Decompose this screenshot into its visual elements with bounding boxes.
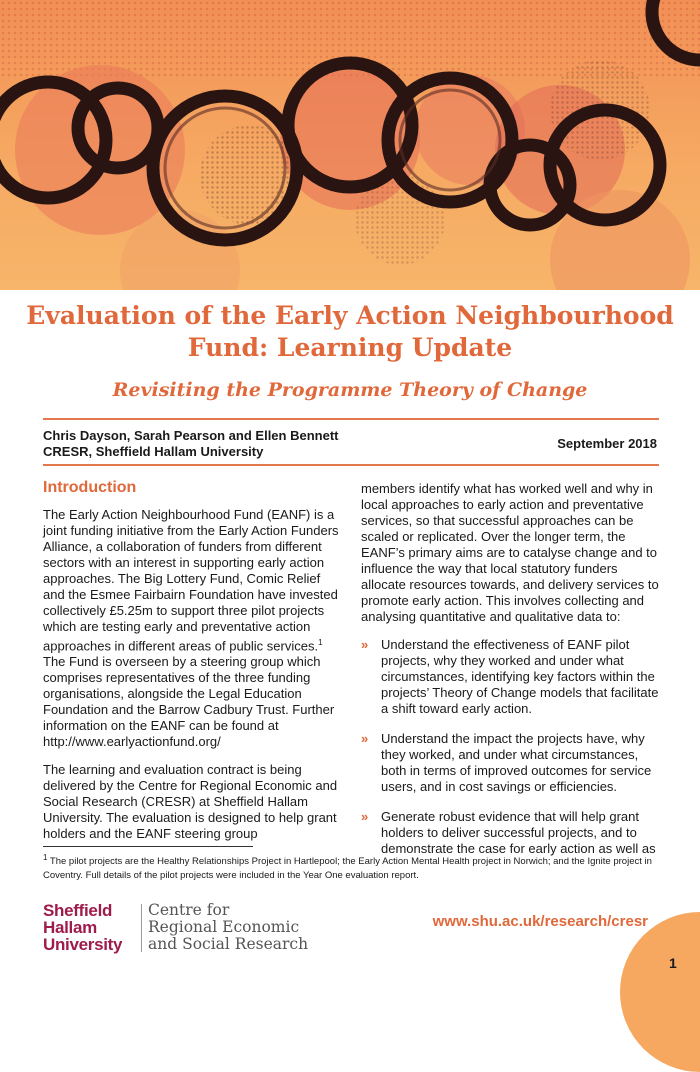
intro-paragraph-1-text: The Early Action Neighbourhood Fund (EANF) is a joint funding initiative from the Early Action Funders Alliance, a collaboration of funders from different sectors with an interest in supporting early action approaches. The Big Lottery Fund, Comic Relief and the Esmee Fairbairn Foundation have invested collectively £5.25m to support three pilot projects which are testing early and preventative action approaches in different areas of public services. [43,507,339,654]
interlocking-rings-graphic [0,0,700,290]
cover-illustration [0,0,700,290]
footnote-divider [43,846,253,847]
shu-wordmark-line: Hallam [43,918,97,937]
footnote-mark: 1 [43,853,48,862]
header-bottom-rule [43,464,659,466]
document-title: Evaluation of the Early Action Neighbourhood Fund: Learning Update [26,301,674,362]
authors: Chris Dayson, Sarah Pearson and Ellen Bennett [43,428,339,443]
logo-divider [141,904,142,952]
page-number: 1 [669,955,677,971]
list-item-text: Understand the effectiveness of EANF pilot projects, why they worked and under what circumstances, identifying key factors within the projects’ Theory of Change models that facilitate a shift toward early action. [381,637,659,716]
document-subtitle: Revisiting the Programme Theory of Change [112,379,588,401]
list-item [361,637,659,717]
cresr-website-link[interactable]: www.shu.ac.uk/research/cresr [432,913,648,930]
cresr-wordmark [148,902,308,953]
list-item-text: Understand the impact the projects have, why they worked, and under what circumstances, both in terms of improved outcomes for service users, and in cost savings or efficiencies. [381,731,652,794]
aims-list [361,637,659,857]
list-item [361,809,659,857]
footnote-ref[interactable]: 1 [318,638,323,647]
header-top-rule [43,418,659,420]
bullet-icon: » [361,731,369,746]
shu-wordmark-line: Sheffield [43,901,113,920]
footnote [43,851,663,883]
intro-heading: Introduction [43,479,137,496]
list-item-text: Generate robust evidence that will help grant holders to deliver successful projects, and to demonstrate the case for early action as well as [381,809,656,856]
publication-date: September 2018 [557,436,657,451]
page-corner-decoration [620,912,700,1072]
shu-wordmark [43,902,122,953]
aims-paragraph: members identify what has worked well and why in local approaches to early action and preventative services, so that successful approaches can be scaled or replicated. Over the longer term, the EANF’s primary aims are to catalyse change and to influence the way that local statutory funders allocate resources towards, and delivery services to promote early action. This involves collecting and analysing quantitative and qualitative data to: [361,481,659,624]
intro-paragraph-1-cont: The Fund is overseen by a steering group which comprises representatives of the three funding organisations, alongside the Legal Education Foundation and the Barrow Cadbury Trust. Further information on the EANF can be found at http://www.earlyactionfund.org/ [43,654,335,750]
intro-paragraph-2: The learning and evaluation contract is being delivered by the Centre for Regional Economic and Social Research (CRESR) at Sheffield Hallam University. The evaluation is designed to help grant holders and the EANF steering group [43,762,338,842]
intro-paragraph-1 [43,507,343,750]
shu-wordmark-line: University [43,935,123,954]
bullet-icon: » [361,809,369,824]
cresr-wordmark-line: and Social Research [148,935,309,953]
affiliation: CRESR, Sheffield Hallam University [43,444,264,459]
cresr-wordmark-line: Centre for [148,901,230,919]
cresr-wordmark-line: Regional Economic [148,918,300,936]
author-block [43,428,338,460]
right-column [361,481,659,871]
left-column [43,478,343,854]
footnote-text: The pilot projects are the Healthy Relationships Project in Hartlepool; the Early Action Mental Health project in Norwich; and the Ignite project in Coventry. Full details of the pilot projects were included in the Year One evaluation report. [43,856,652,882]
list-item [361,731,659,795]
bullet-icon: » [361,637,369,652]
